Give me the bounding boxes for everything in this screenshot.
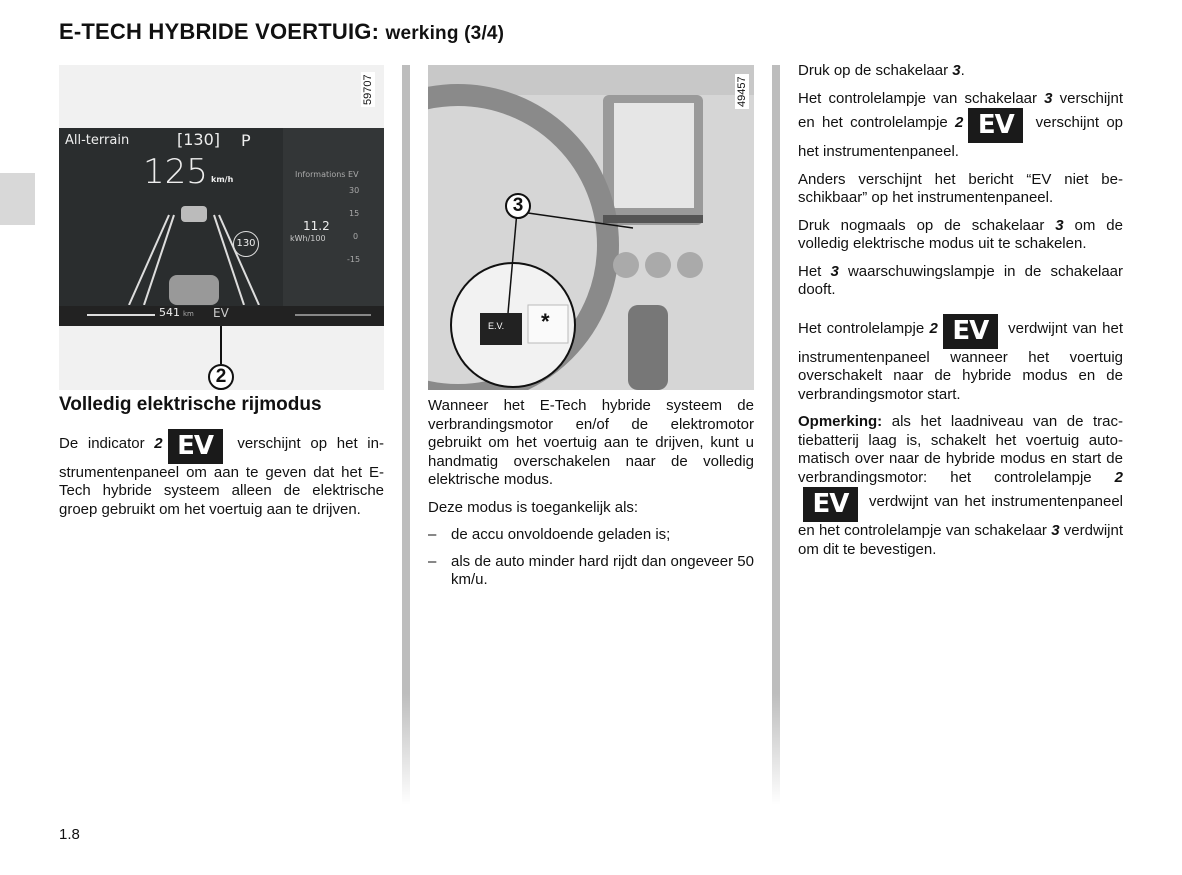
paragraph: Druk op de schakelaar 3. (798, 62, 965, 79)
scale-tick: 0 (353, 232, 359, 241)
list-item: – als de auto minder hard rijdt dan ongeveer 50 km/u. (428, 552, 754, 588)
range: 541 (159, 306, 180, 319)
ev-badge: EV (943, 314, 998, 349)
console-illustration (428, 65, 754, 390)
callout-2: 2 (208, 364, 234, 390)
ev-badge: EV (803, 487, 858, 522)
page-number: 1.8 (59, 826, 80, 843)
paragraph: Het 3 waarschuwingslampje in de schakelaar dooft. (798, 262, 1123, 298)
callout-3: 3 (505, 193, 531, 219)
scale-tick: 15 (349, 209, 360, 218)
instrument-panel (59, 128, 384, 326)
left-column (59, 396, 384, 528)
gear: P (241, 131, 251, 150)
middle-column (428, 397, 754, 598)
paragraph: Deze modus is toegankelijk als: (428, 498, 639, 516)
scale-tick: 30 (349, 186, 360, 195)
dashboard-figure (59, 65, 384, 390)
ev-badge: EV (968, 108, 1023, 143)
figure-ref: 59707 (362, 74, 374, 105)
scale-tick: -15 (347, 255, 361, 264)
speed: 125 (143, 152, 208, 192)
right-column (798, 62, 1123, 568)
ev-button: E.V. (488, 321, 505, 331)
ev-indicator: EV (213, 306, 229, 320)
title-sub: werking (3/4) (385, 23, 505, 44)
paragraph: Het controlelampje 2 EV verdwijnt van het instrumentenpaneel wanneer het voertuig overschakelt naar de hybride modus en de verbrandingsmotor start. (798, 315, 1123, 403)
ev-panel-title: Informations EV (295, 170, 359, 179)
column-separator (772, 65, 780, 805)
paragraph: Het controlelampje van schakelaar 3 verschijnt en het controlelampje 2 EV verschijnt op het instrumentenpaneel. (798, 89, 1124, 160)
page-title (59, 19, 504, 45)
consumption-unit: kWh/100 (290, 234, 326, 243)
paragraph: Anders verschijnt het bericht “EV niet beschikbaar” op het instrumentenpaneel. (798, 170, 1123, 206)
paragraph: Wanneer het E-Tech hybride systeem de verbrandingsmotor en/of de elektromotor gebruikt om het voertuig aan te drijven, kunt u handmatig overschakelen naar de volledig elektrische modus. (428, 397, 754, 488)
paragraph: Druk nogmaals op de schakelaar 3 om de volledig elektrische modus uit te schakelen. (798, 216, 1123, 252)
list-item: – de accu onvoldoende geladen is; (428, 526, 671, 543)
drive-mode: All-terrain (65, 133, 130, 148)
section-heading: Volledig elektrische rijmodus (59, 394, 322, 415)
speed-limiter: [130] (177, 130, 221, 149)
speed-sign: 130 (233, 231, 259, 257)
section-tab (0, 173, 35, 225)
range-unit: km (183, 310, 194, 318)
title-main: E-TECH HYBRIDE VOERTUIG: (59, 19, 380, 44)
column-separator (402, 65, 410, 805)
console-figure (428, 65, 754, 390)
paragraph: De indicator 2 EV verschijnt op het instrumentenpaneel om aan te geven dat het E-Tech hybride systeem alleen de elektrische groep gebruikt om het voertuig aan te drijven. (59, 430, 384, 518)
figure-ref: 49457 (736, 76, 748, 107)
paragraph: Opmerking: als het laadniveau van de tractiebatterij laag is, schakelt het voertuig automatisch over naar de hybride modus en start de verbrandingsmotor: het controlelampje 2EV verdwijnt van het instrumentenpaneel en het controlelampje van schakelaar 3 verdwijnt om dit te bevestigen. (798, 413, 1123, 558)
speed-unit: km/h (211, 175, 234, 184)
ev-badge: EV (168, 429, 223, 464)
star-button: * (541, 309, 550, 334)
consumption: 11.2 (303, 219, 330, 233)
